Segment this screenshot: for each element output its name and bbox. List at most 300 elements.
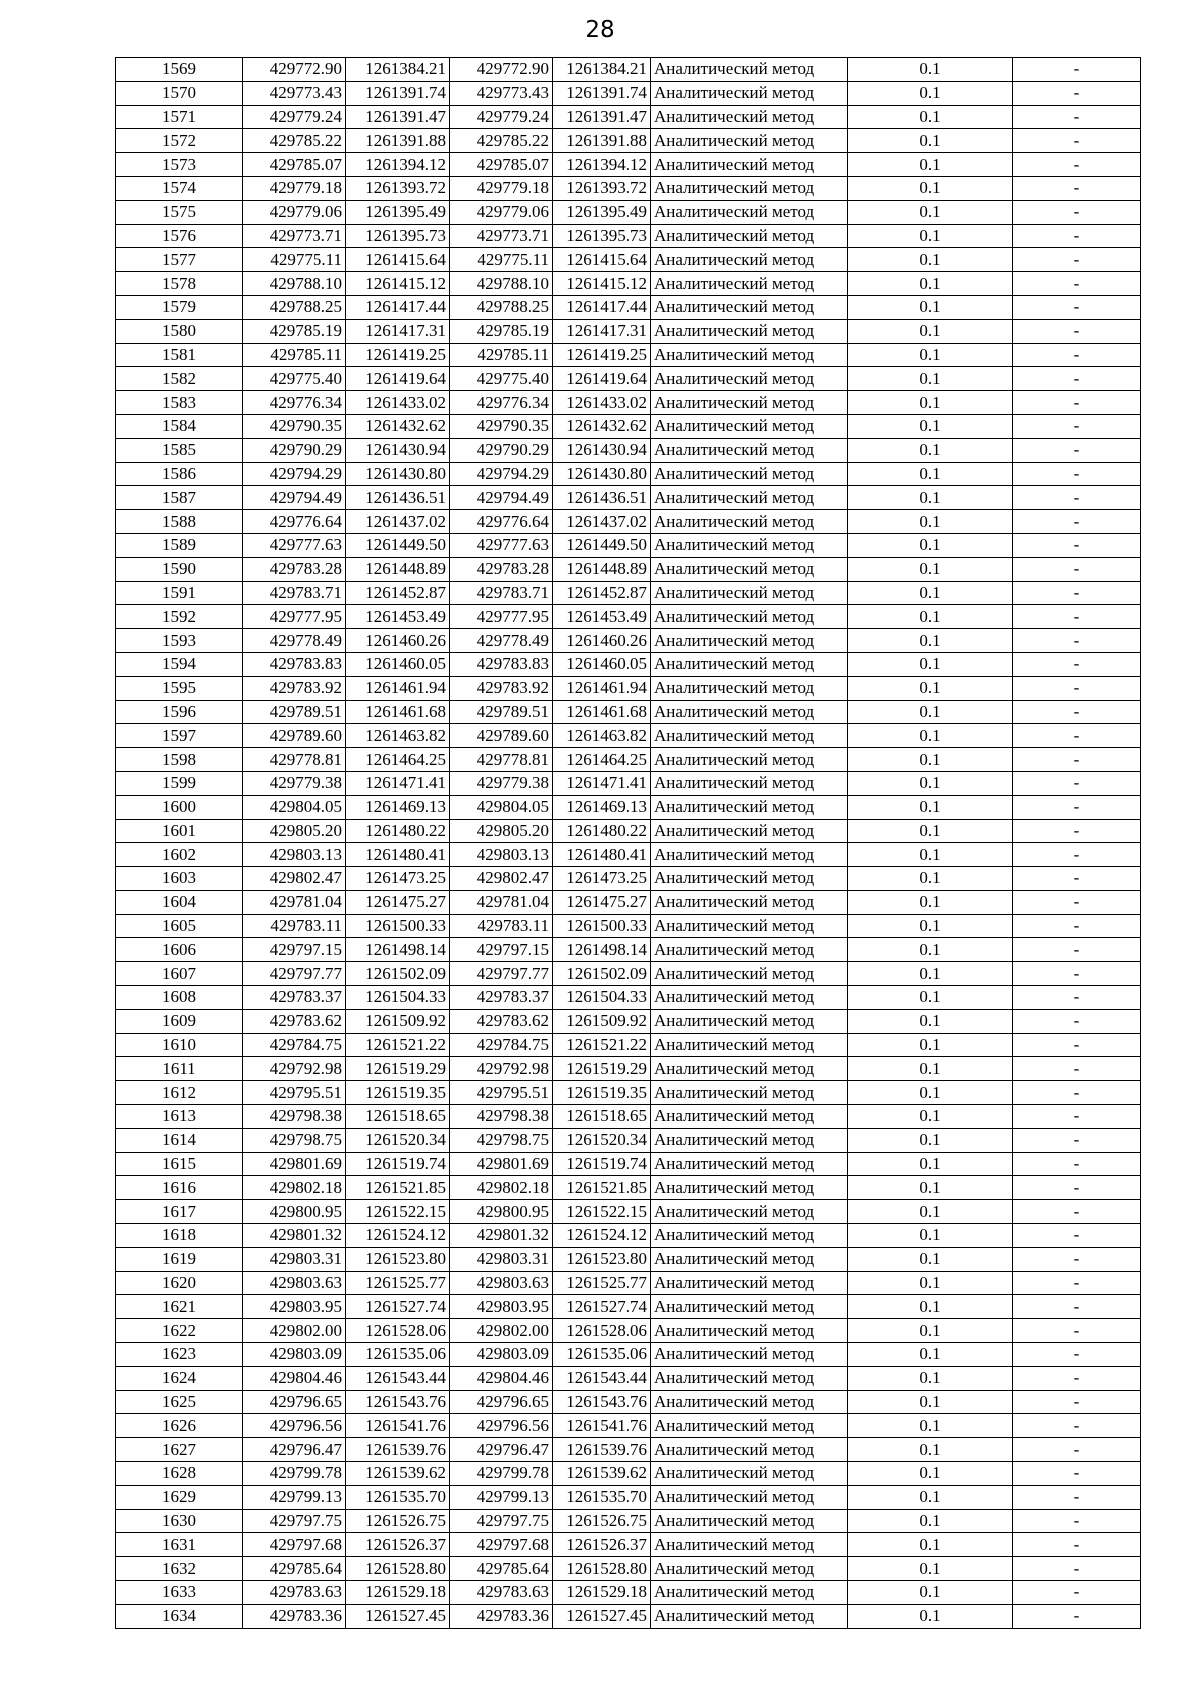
x-coordinate-cell: 429790.35 [450,414,553,438]
y-coordinate-cell: 1261395.73 [346,224,450,248]
accuracy-cell: 0.1 [848,533,1013,557]
x-coordinate-cell: 429796.47 [450,1438,553,1462]
method-cell: Аналитический метод [651,986,848,1010]
point-number-cell: 1608 [116,986,243,1010]
x-coordinate-cell: 429799.13 [243,1485,346,1509]
x-coordinate-cell: 429777.63 [243,533,346,557]
x-coordinate-cell: 429804.46 [450,1366,553,1390]
accuracy-cell: 0.1 [848,962,1013,986]
y-coordinate-cell: 1261452.87 [553,581,651,605]
y-coordinate-cell: 1261519.35 [553,1081,651,1105]
point-number-cell: 1599 [116,771,243,795]
x-coordinate-cell: 429781.04 [450,890,553,914]
y-coordinate-cell: 1261521.22 [553,1033,651,1057]
x-coordinate-cell: 429802.00 [450,1319,553,1343]
y-coordinate-cell: 1261528.80 [553,1557,651,1581]
accuracy-cell: 0.1 [848,367,1013,391]
method-cell: Аналитический метод [651,1343,848,1367]
method-cell: Аналитический метод [651,771,848,795]
y-coordinate-cell: 1261448.89 [346,557,450,581]
y-coordinate-cell: 1261415.12 [553,272,651,296]
dash-cell: - [1013,510,1141,534]
dash-cell: - [1013,200,1141,224]
y-coordinate-cell: 1261539.62 [346,1462,450,1486]
table-row [116,1485,1141,1509]
x-coordinate-cell: 429802.18 [450,1176,553,1200]
x-coordinate-cell: 429778.49 [450,629,553,653]
x-coordinate-cell: 429778.81 [450,748,553,772]
x-coordinate-cell: 429778.49 [243,629,346,653]
x-coordinate-cell: 429783.36 [243,1604,346,1628]
table-row [116,1081,1141,1105]
dash-cell: - [1013,557,1141,581]
x-coordinate-cell: 429788.10 [243,272,346,296]
y-coordinate-cell: 1261535.70 [553,1485,651,1509]
dash-cell: - [1013,629,1141,653]
method-cell: Аналитический метод [651,1604,848,1628]
dash-cell: - [1013,176,1141,200]
x-coordinate-cell: 429803.09 [450,1343,553,1367]
dash-cell: - [1013,1009,1141,1033]
y-coordinate-cell: 1261448.89 [553,557,651,581]
method-cell: Аналитический метод [651,819,848,843]
y-coordinate-cell: 1261460.26 [553,629,651,653]
table-row [116,319,1141,343]
y-coordinate-cell: 1261539.76 [553,1438,651,1462]
y-coordinate-cell: 1261525.77 [553,1271,651,1295]
y-coordinate-cell: 1261461.94 [553,676,651,700]
table-row [116,700,1141,724]
x-coordinate-cell: 429803.31 [450,1247,553,1271]
method-cell: Аналитический метод [651,1224,848,1248]
y-coordinate-cell: 1261473.25 [346,867,450,891]
y-coordinate-cell: 1261391.88 [346,129,450,153]
method-cell: Аналитический метод [651,200,848,224]
method-cell: Аналитический метод [651,1200,848,1224]
y-coordinate-cell: 1261518.65 [553,1105,651,1129]
method-cell: Аналитический метод [651,1390,848,1414]
x-coordinate-cell: 429773.71 [243,224,346,248]
x-coordinate-cell: 429803.63 [450,1271,553,1295]
x-coordinate-cell: 429788.10 [450,272,553,296]
y-coordinate-cell: 1261417.44 [553,295,651,319]
table-row [116,414,1141,438]
y-coordinate-cell: 1261509.92 [346,1009,450,1033]
method-cell: Аналитический метод [651,1581,848,1605]
point-number-cell: 1619 [116,1247,243,1271]
dash-cell: - [1013,462,1141,486]
table-row [116,367,1141,391]
x-coordinate-cell: 429804.05 [450,795,553,819]
x-coordinate-cell: 429797.15 [450,938,553,962]
method-cell: Аналитический метод [651,1533,848,1557]
y-coordinate-cell: 1261393.72 [346,176,450,200]
accuracy-cell: 0.1 [848,1057,1013,1081]
x-coordinate-cell: 429792.98 [450,1057,553,1081]
accuracy-cell: 0.1 [848,1581,1013,1605]
y-coordinate-cell: 1261471.41 [553,771,651,795]
accuracy-cell: 0.1 [848,462,1013,486]
method-cell: Аналитический метод [651,248,848,272]
dash-cell: - [1013,319,1141,343]
method-cell: Аналитический метод [651,510,848,534]
dash-cell: - [1013,153,1141,177]
y-coordinate-cell: 1261417.44 [346,295,450,319]
y-coordinate-cell: 1261475.27 [346,890,450,914]
point-number-cell: 1577 [116,248,243,272]
point-number-cell: 1613 [116,1105,243,1129]
y-coordinate-cell: 1261500.33 [553,914,651,938]
dash-cell: - [1013,1509,1141,1533]
accuracy-cell: 0.1 [848,153,1013,177]
accuracy-cell: 0.1 [848,81,1013,105]
table-row [116,1319,1141,1343]
x-coordinate-cell: 429779.24 [243,105,346,129]
y-coordinate-cell: 1261522.15 [553,1200,651,1224]
x-coordinate-cell: 429784.75 [243,1033,346,1057]
method-cell: Аналитический метод [651,795,848,819]
table-row [116,1438,1141,1462]
x-coordinate-cell: 429798.38 [450,1105,553,1129]
y-coordinate-cell: 1261449.50 [553,533,651,557]
method-cell: Аналитический метод [651,486,848,510]
table-row [116,129,1141,153]
point-number-cell: 1603 [116,867,243,891]
accuracy-cell: 0.1 [848,343,1013,367]
x-coordinate-cell: 429797.15 [243,938,346,962]
dash-cell: - [1013,1390,1141,1414]
method-cell: Аналитический метод [651,272,848,296]
point-number-cell: 1578 [116,272,243,296]
table-row [116,557,1141,581]
point-number-cell: 1610 [116,1033,243,1057]
point-number-cell: 1609 [116,1009,243,1033]
point-number-cell: 1583 [116,391,243,415]
x-coordinate-cell: 429794.29 [243,462,346,486]
x-coordinate-cell: 429797.68 [243,1533,346,1557]
x-coordinate-cell: 429784.75 [450,1033,553,1057]
point-number-cell: 1627 [116,1438,243,1462]
x-coordinate-cell: 429779.18 [450,176,553,200]
point-number-cell: 1571 [116,105,243,129]
dash-cell: - [1013,795,1141,819]
point-number-cell: 1590 [116,557,243,581]
y-coordinate-cell: 1261437.02 [346,510,450,534]
accuracy-cell: 0.1 [848,391,1013,415]
dash-cell: - [1013,867,1141,891]
y-coordinate-cell: 1261529.18 [553,1581,651,1605]
y-coordinate-cell: 1261529.18 [346,1581,450,1605]
x-coordinate-cell: 429800.95 [243,1200,346,1224]
method-cell: Аналитический метод [651,605,848,629]
accuracy-cell: 0.1 [848,771,1013,795]
table-row [116,1009,1141,1033]
table-row [116,652,1141,676]
point-number-cell: 1632 [116,1557,243,1581]
y-coordinate-cell: 1261415.64 [346,248,450,272]
y-coordinate-cell: 1261480.41 [553,843,651,867]
y-coordinate-cell: 1261430.80 [346,462,450,486]
y-coordinate-cell: 1261449.50 [346,533,450,557]
point-number-cell: 1591 [116,581,243,605]
point-number-cell: 1630 [116,1509,243,1533]
y-coordinate-cell: 1261524.12 [346,1224,450,1248]
accuracy-cell: 0.1 [848,652,1013,676]
x-coordinate-cell: 429777.63 [450,533,553,557]
table-row [116,1105,1141,1129]
y-coordinate-cell: 1261452.87 [346,581,450,605]
y-coordinate-cell: 1261436.51 [346,486,450,510]
x-coordinate-cell: 429796.47 [243,1438,346,1462]
y-coordinate-cell: 1261432.62 [346,414,450,438]
dash-cell: - [1013,1247,1141,1271]
method-cell: Аналитический метод [651,1485,848,1509]
y-coordinate-cell: 1261453.49 [346,605,450,629]
table-row [116,962,1141,986]
y-coordinate-cell: 1261437.02 [553,510,651,534]
table-row [116,1414,1141,1438]
y-coordinate-cell: 1261519.35 [346,1081,450,1105]
x-coordinate-cell: 429778.81 [243,748,346,772]
y-coordinate-cell: 1261535.70 [346,1485,450,1509]
y-coordinate-cell: 1261391.47 [553,105,651,129]
table-row [116,890,1141,914]
x-coordinate-cell: 429798.75 [450,1128,553,1152]
method-cell: Аналитический метод [651,1557,848,1581]
y-coordinate-cell: 1261433.02 [553,391,651,415]
point-number-cell: 1595 [116,676,243,700]
table-row [116,1295,1141,1319]
y-coordinate-cell: 1261391.88 [553,129,651,153]
accuracy-cell: 0.1 [848,58,1013,82]
table-row [116,1604,1141,1628]
dash-cell: - [1013,1295,1141,1319]
x-coordinate-cell: 429779.06 [243,200,346,224]
accuracy-cell: 0.1 [848,1033,1013,1057]
method-cell: Аналитический метод [651,890,848,914]
x-coordinate-cell: 429783.83 [243,652,346,676]
x-coordinate-cell: 429799.78 [243,1462,346,1486]
table-row [116,462,1141,486]
x-coordinate-cell: 429783.63 [450,1581,553,1605]
table-row [116,938,1141,962]
x-coordinate-cell: 429799.78 [450,1462,553,1486]
x-coordinate-cell: 429801.69 [243,1152,346,1176]
table-row [116,391,1141,415]
point-number-cell: 1598 [116,748,243,772]
table-row [116,819,1141,843]
table-row [116,1224,1141,1248]
method-cell: Аналитический метод [651,81,848,105]
x-coordinate-cell: 429785.22 [450,129,553,153]
point-number-cell: 1587 [116,486,243,510]
method-cell: Аналитический метод [651,1414,848,1438]
accuracy-cell: 0.1 [848,1509,1013,1533]
dash-cell: - [1013,843,1141,867]
point-number-cell: 1586 [116,462,243,486]
dash-cell: - [1013,1485,1141,1509]
y-coordinate-cell: 1261415.64 [553,248,651,272]
point-number-cell: 1616 [116,1176,243,1200]
point-number-cell: 1592 [116,605,243,629]
accuracy-cell: 0.1 [848,129,1013,153]
table-row [116,1366,1141,1390]
x-coordinate-cell: 429802.47 [243,867,346,891]
x-coordinate-cell: 429796.56 [450,1414,553,1438]
y-coordinate-cell: 1261519.29 [553,1057,651,1081]
table-row [116,200,1141,224]
dash-cell: - [1013,581,1141,605]
dash-cell: - [1013,938,1141,962]
method-cell: Аналитический метод [651,1247,848,1271]
x-coordinate-cell: 429789.51 [450,700,553,724]
x-coordinate-cell: 429785.07 [450,153,553,177]
y-coordinate-cell: 1261436.51 [553,486,651,510]
y-coordinate-cell: 1261419.25 [553,343,651,367]
point-number-cell: 1602 [116,843,243,867]
dash-cell: - [1013,1152,1141,1176]
dash-cell: - [1013,1057,1141,1081]
method-cell: Аналитический метод [651,1366,848,1390]
point-number-cell: 1589 [116,533,243,557]
x-coordinate-cell: 429783.92 [243,676,346,700]
x-coordinate-cell: 429789.60 [243,724,346,748]
x-coordinate-cell: 429803.09 [243,1343,346,1367]
point-number-cell: 1628 [116,1462,243,1486]
point-number-cell: 1633 [116,1581,243,1605]
x-coordinate-cell: 429803.13 [243,843,346,867]
point-number-cell: 1607 [116,962,243,986]
method-cell: Аналитический метод [651,343,848,367]
x-coordinate-cell: 429779.38 [243,771,346,795]
y-coordinate-cell: 1261521.22 [346,1033,450,1057]
point-number-cell: 1612 [116,1081,243,1105]
method-cell: Аналитический метод [651,629,848,653]
dash-cell: - [1013,676,1141,700]
table-row [116,1247,1141,1271]
dash-cell: - [1013,748,1141,772]
method-cell: Аналитический метод [651,1152,848,1176]
dash-cell: - [1013,1343,1141,1367]
table-row [116,581,1141,605]
table-row [116,533,1141,557]
dash-cell: - [1013,1414,1141,1438]
point-number-cell: 1580 [116,319,243,343]
method-cell: Аналитический метод [651,1128,848,1152]
y-coordinate-cell: 1261541.76 [553,1414,651,1438]
dash-cell: - [1013,771,1141,795]
y-coordinate-cell: 1261417.31 [346,319,450,343]
x-coordinate-cell: 429772.90 [450,58,553,82]
dash-cell: - [1013,962,1141,986]
point-number-cell: 1584 [116,414,243,438]
table-row [116,153,1141,177]
table-row [116,224,1141,248]
x-coordinate-cell: 429789.60 [450,724,553,748]
table-row [116,510,1141,534]
y-coordinate-cell: 1261520.34 [553,1128,651,1152]
method-cell: Аналитический метод [651,1105,848,1129]
accuracy-cell: 0.1 [848,176,1013,200]
method-cell: Аналитический метод [651,414,848,438]
table-row [116,1128,1141,1152]
x-coordinate-cell: 429798.38 [243,1105,346,1129]
x-coordinate-cell: 429785.11 [243,343,346,367]
y-coordinate-cell: 1261480.22 [346,819,450,843]
dash-cell: - [1013,272,1141,296]
x-coordinate-cell: 429797.75 [243,1509,346,1533]
x-coordinate-cell: 429804.05 [243,795,346,819]
y-coordinate-cell: 1261535.06 [553,1343,651,1367]
x-coordinate-cell: 429792.98 [243,1057,346,1081]
point-number-cell: 1605 [116,914,243,938]
y-coordinate-cell: 1261518.65 [346,1105,450,1129]
x-coordinate-cell: 429802.00 [243,1319,346,1343]
table-row [116,1176,1141,1200]
table-row [116,248,1141,272]
y-coordinate-cell: 1261498.14 [553,938,651,962]
dash-cell: - [1013,1224,1141,1248]
table-row [116,1533,1141,1557]
x-coordinate-cell: 429772.90 [243,58,346,82]
table-row [116,486,1141,510]
accuracy-cell: 0.1 [848,224,1013,248]
table-row [116,176,1141,200]
method-cell: Аналитический метод [651,319,848,343]
accuracy-cell: 0.1 [848,700,1013,724]
accuracy-cell: 0.1 [848,1200,1013,1224]
table-row [116,105,1141,129]
x-coordinate-cell: 429781.04 [243,890,346,914]
y-coordinate-cell: 1261539.76 [346,1438,450,1462]
y-coordinate-cell: 1261464.25 [346,748,450,772]
x-coordinate-cell: 429779.38 [450,771,553,795]
x-coordinate-cell: 429775.40 [243,367,346,391]
dash-cell: - [1013,58,1141,82]
x-coordinate-cell: 429790.29 [243,438,346,462]
y-coordinate-cell: 1261469.13 [346,795,450,819]
method-cell: Аналитический метод [651,1057,848,1081]
x-coordinate-cell: 429776.64 [243,510,346,534]
method-cell: Аналитический метод [651,914,848,938]
y-coordinate-cell: 1261384.21 [553,58,651,82]
table-row [116,1033,1141,1057]
point-number-cell: 1601 [116,819,243,843]
point-number-cell: 1625 [116,1390,243,1414]
dash-cell: - [1013,1128,1141,1152]
point-number-cell: 1611 [116,1057,243,1081]
x-coordinate-cell: 429775.11 [450,248,553,272]
accuracy-cell: 0.1 [848,272,1013,296]
y-coordinate-cell: 1261394.12 [553,153,651,177]
dash-cell: - [1013,295,1141,319]
accuracy-cell: 0.1 [848,1319,1013,1343]
method-cell: Аналитический метод [651,367,848,391]
y-coordinate-cell: 1261523.80 [553,1247,651,1271]
y-coordinate-cell: 1261528.06 [346,1319,450,1343]
point-number-cell: 1596 [116,700,243,724]
table-row [116,629,1141,653]
y-coordinate-cell: 1261521.85 [346,1176,450,1200]
accuracy-cell: 0.1 [848,676,1013,700]
y-coordinate-cell: 1261526.75 [553,1509,651,1533]
y-coordinate-cell: 1261460.26 [346,629,450,653]
dash-cell: - [1013,1033,1141,1057]
point-number-cell: 1581 [116,343,243,367]
y-coordinate-cell: 1261463.82 [346,724,450,748]
y-coordinate-cell: 1261433.02 [346,391,450,415]
dash-cell: - [1013,1438,1141,1462]
